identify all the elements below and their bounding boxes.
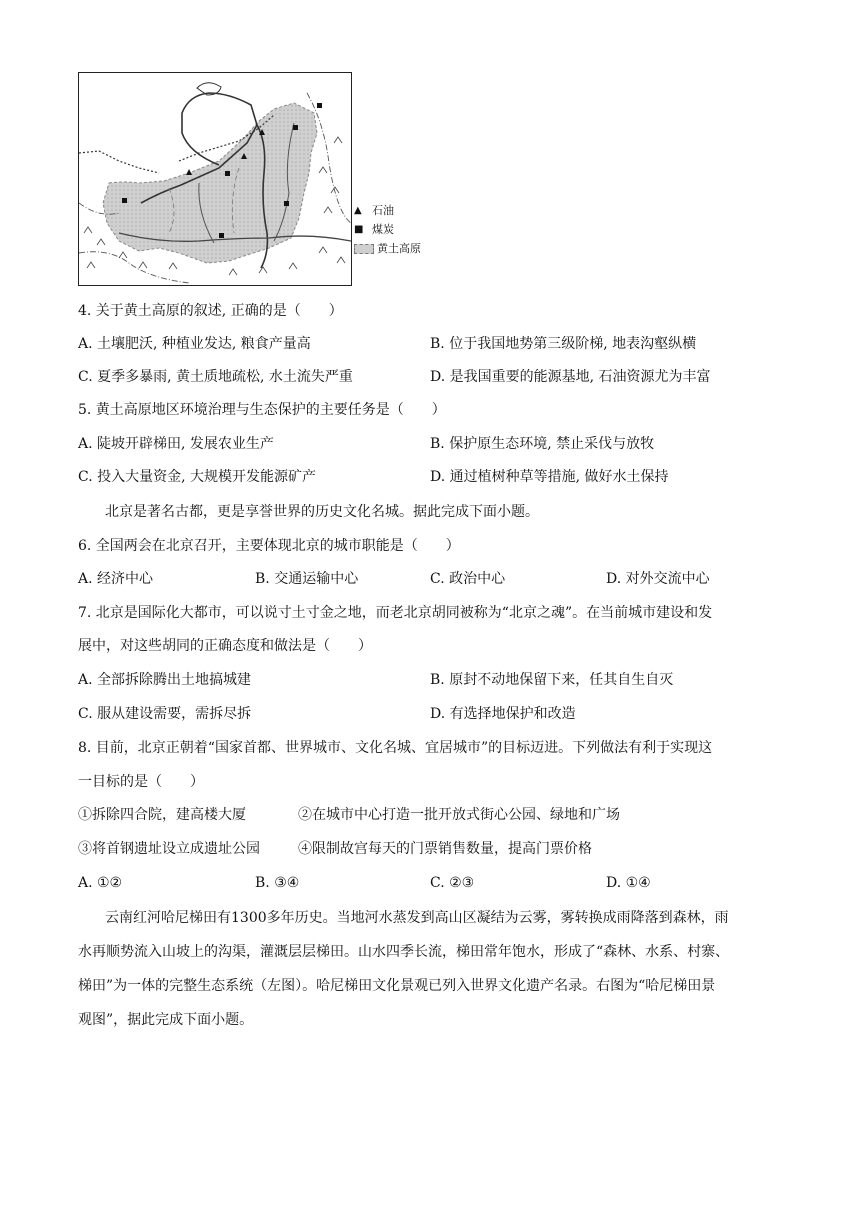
q6-option-b[interactable]: B. 交通运输中心: [255, 571, 359, 587]
q6-option-c[interactable]: C. 政治中心: [430, 571, 506, 587]
q5-option-a[interactable]: A. 陡坡开辟梯田, 发展农业生产: [78, 436, 274, 452]
q8-item-4: ④限制故宫每天的门票销售数量，提高门票价格: [298, 841, 592, 857]
legend-coal-label: 煤炭: [372, 223, 394, 236]
q7-stem-line1: 7. 北京是国际化大都市，可以说寸土寸金之地，而老北京胡同被称为“北京之魂”。在当前城市建设和发: [78, 605, 713, 621]
map-legend: [354, 203, 421, 257]
q8-option-c[interactable]: C. ②③: [430, 875, 475, 891]
q8-item-1: ①拆除四合院，建高楼大厦: [78, 807, 246, 823]
hani-intro-line4: 观图”，据此完成下面小题。: [78, 1012, 254, 1028]
q6-option-a[interactable]: A. 经济中心: [78, 571, 154, 587]
legend-oil-label: 石油: [372, 204, 394, 217]
legend-oil: [354, 203, 421, 219]
q8-item-3: ③将首钢遗址设立成遗址公园: [78, 841, 260, 857]
hani-intro-line1: 云南红河哈尼梯田有1300多年历史。当地河水蒸发到高山区凝结为云雾，雾转换成雨降落到森林，雨: [105, 910, 729, 926]
hani-intro-line2: 水再顺势流入山坡上的沟渠，灌溉层层梯田。山水四季长流，梯田常年饱水，形成了“森林、水系、村寨、: [78, 944, 730, 960]
oil-triangle-icon: ▲: [354, 205, 362, 216]
coal-square-icon: ■: [354, 224, 364, 235]
loess-plateau-map: [78, 72, 352, 286]
q8-stem-line2: 一目标的是（ ）: [78, 774, 204, 790]
q7-option-d[interactable]: D. 有选择地保护和改造: [430, 706, 576, 722]
q4-option-c[interactable]: C. 夏季多暴雨, 黄土质地疏松, 水土流失严重: [78, 369, 353, 385]
q4-stem: 4. 关于黄土高原的叙述, 正确的是（ ）: [78, 303, 343, 319]
q6-stem: 6. 全国两会在北京召开，主要体现北京的城市职能是（ ）: [78, 538, 460, 554]
legend-plateau: [354, 241, 421, 257]
q5-option-b[interactable]: B. 保护原生态环境, 禁止采伐与放牧: [430, 436, 655, 452]
q8-option-a[interactable]: A. ①②: [78, 875, 123, 891]
beijing-intro: 北京是著名古都，更是享誉世界的历史文化名城。据此完成下面小题。: [105, 504, 539, 520]
q7-option-a[interactable]: A. 全部拆除腾出土地搞城建: [78, 672, 252, 688]
q8-option-b[interactable]: B. ③④: [255, 875, 300, 891]
q7-option-c[interactable]: C. 服从建设需要，需拆尽拆: [78, 706, 252, 722]
q4-option-d[interactable]: D. 是我国重要的能源基地, 石油资源尤为丰富: [430, 369, 711, 385]
q4-option-a[interactable]: A. 土壤肥沃, 种植业发达, 粮食产量高: [78, 336, 311, 352]
q8-item-2: ②在城市中心打造一批开放式街心公园、绿地和广场: [298, 807, 620, 823]
q7-stem-line2: 展中，对这些胡同的正确态度和做法是（ ）: [78, 638, 372, 654]
hani-intro-line3: 梯田”为一体的完整生态系统（左图）。哈尼梯田文化景观已列入世界文化遗产名录。右图为“哈尼梯田景: [78, 978, 716, 994]
legend-plateau-label: 黄土高原: [377, 242, 421, 255]
loess-plateau-region: [103, 103, 317, 263]
plateau-swatch-icon: [354, 244, 374, 254]
q5-stem: 5. 黄土高原地区环境治理与生态保护的主要任务是（ ）: [78, 402, 446, 418]
q5-option-d[interactable]: D. 通过植树种草等措施, 做好水土保持: [430, 469, 669, 485]
q4-option-b[interactable]: B. 位于我国地势第三级阶梯, 地表沟壑纵横: [430, 336, 697, 352]
map-drawing: [79, 73, 351, 285]
legend-coal: [354, 222, 421, 238]
q7-option-b[interactable]: B. 原封不动地保留下来，任其自生自灭: [430, 672, 674, 688]
q8-option-d[interactable]: D. ①④: [606, 875, 651, 891]
q6-option-d[interactable]: D. 对外交流中心: [606, 571, 710, 587]
q8-stem-line1: 8. 目前，北京正朝着“国家首都、世界城市、文化名城、宜居城市”的目标迈进。下列做法有利于实现这: [78, 740, 713, 756]
q5-option-c[interactable]: C. 投入大量资金, 大规模开发能源矿产: [78, 469, 317, 485]
